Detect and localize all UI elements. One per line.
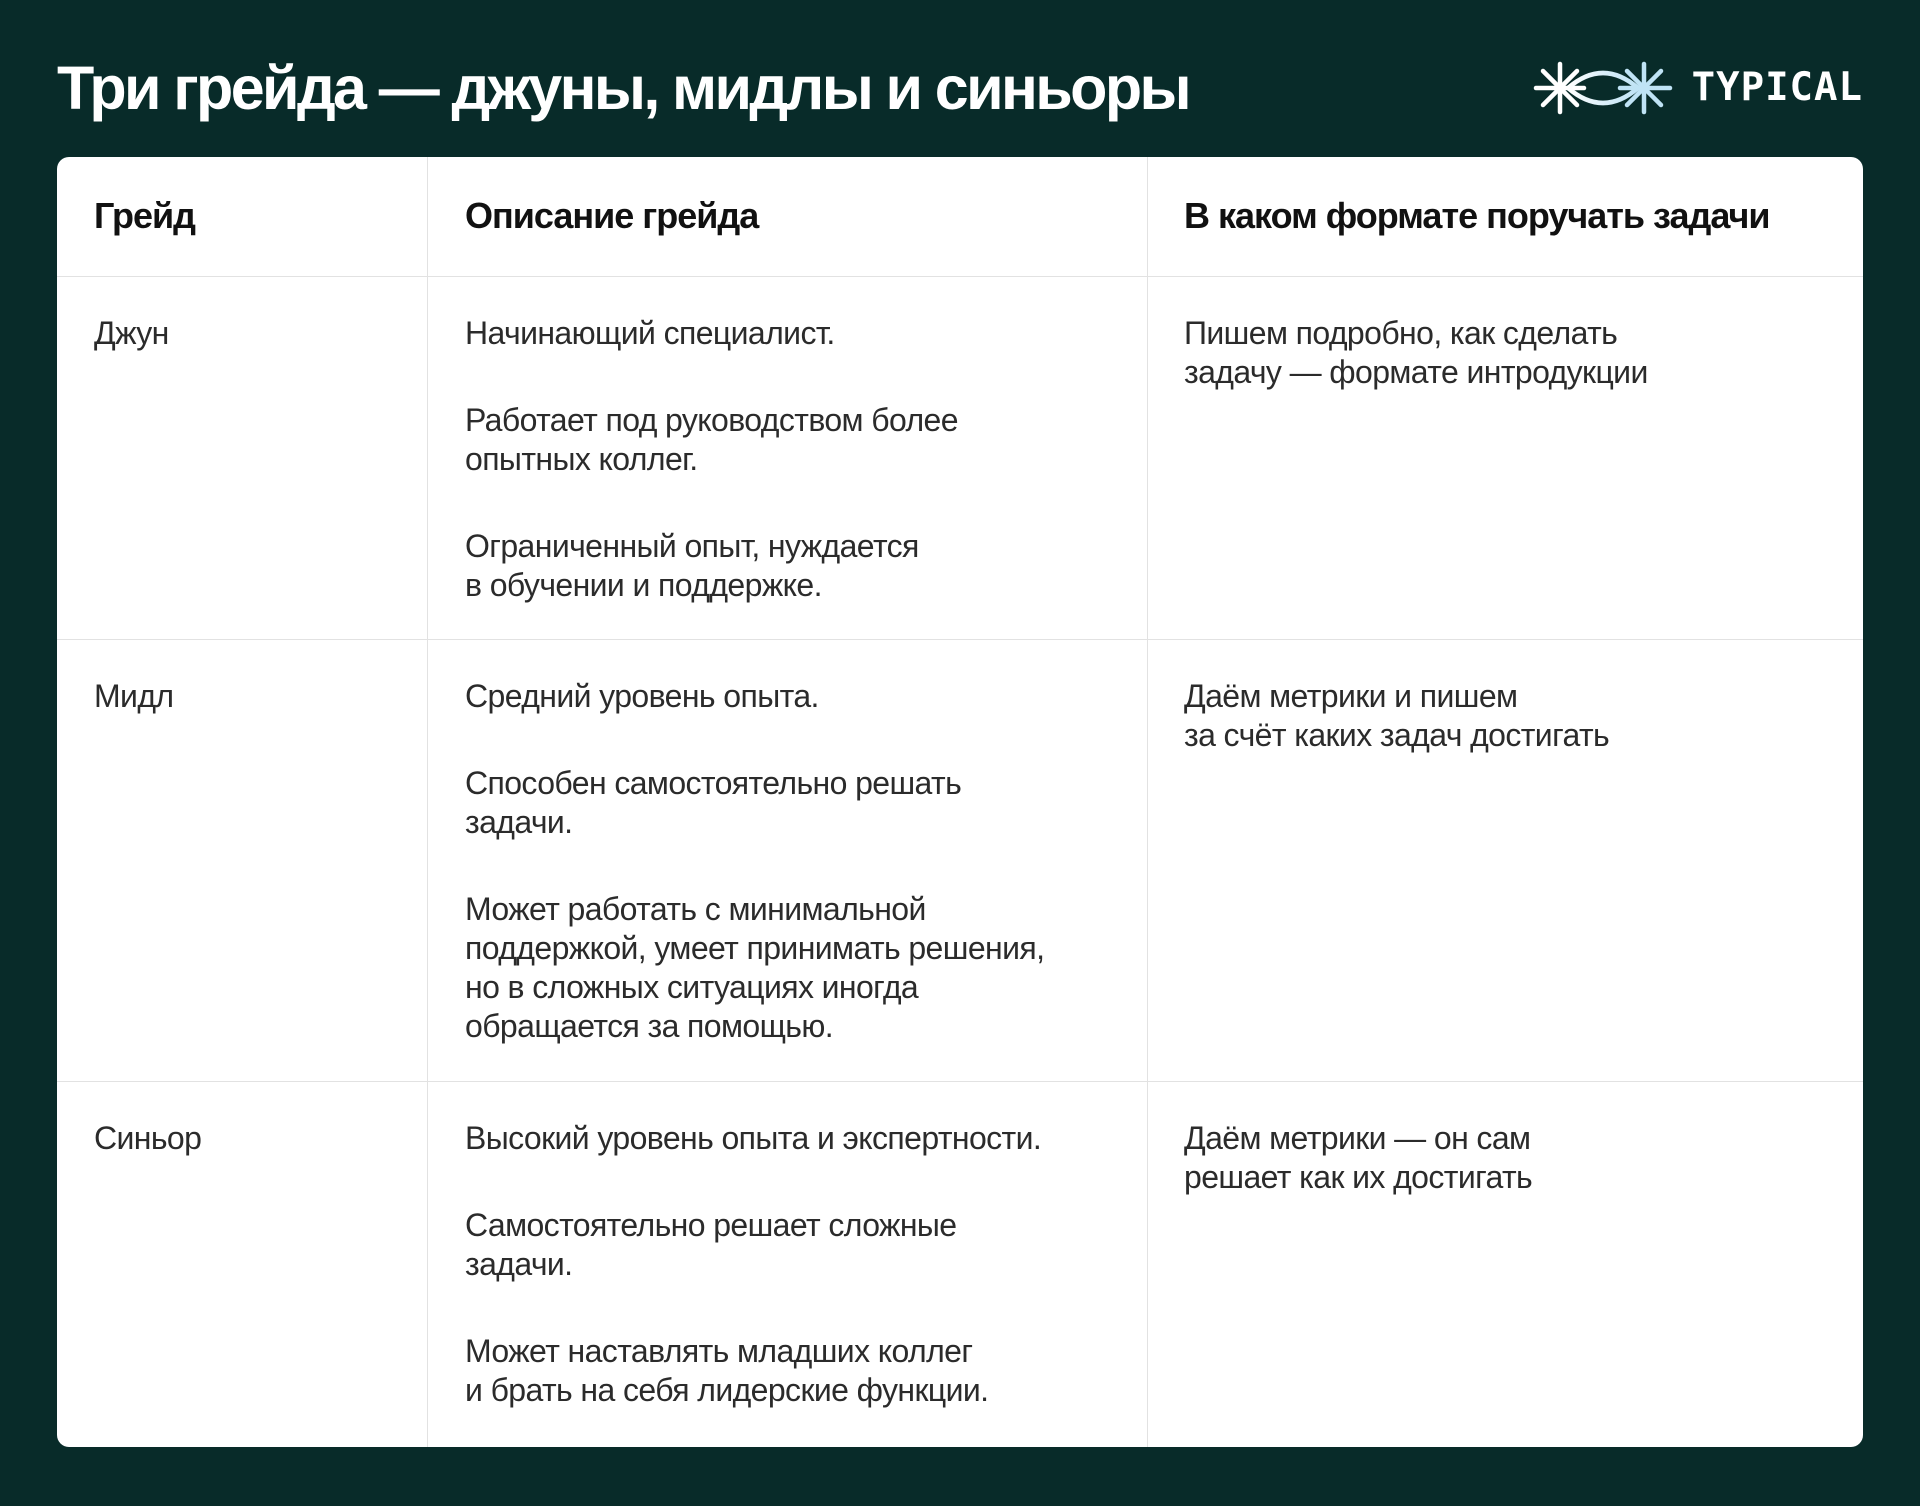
- table-header-row: [57, 157, 1863, 276]
- format-cell: Даём метрики и пишем за счёт каких задач достигать: [1147, 640, 1863, 1082]
- column-header-grade: Грейд: [94, 195, 196, 236]
- grade-cell: Синьор: [94, 1120, 202, 1156]
- description-cell: [427, 277, 1147, 640]
- brand-logo: [1530, 56, 1863, 120]
- table-row-middle: [57, 639, 1863, 1082]
- format-cell: Пишем подробно, как сделать задачу — формате интродукции: [1147, 277, 1863, 640]
- table-row-senior: [57, 1081, 1863, 1447]
- grades-table: [57, 157, 1863, 1447]
- typical-logo-icon: [1530, 56, 1676, 120]
- description-paragraph: Высокий уровень опыта и экспертности.: [465, 1120, 1042, 1156]
- description-paragraph: Ограниченный опыт, нуждается в обучении и поддержке.: [465, 528, 919, 603]
- format-cell: Даём метрики — он сам решает как их достигать: [1147, 1082, 1863, 1447]
- description-paragraph: Может работать с минимальной поддержкой, умеет принимать решения, но в сложных ситуациях иногда обращается за помощью.: [465, 891, 1045, 1044]
- description-paragraph: Средний уровень опыта.: [465, 678, 819, 714]
- description-paragraph: Самостоятельно решает сложные задачи.: [465, 1207, 957, 1282]
- column-header-format: В каком формате поручать задачи: [1147, 157, 1863, 276]
- page-title: Три грейда — джуны, мидлы и синьоры: [57, 54, 1189, 122]
- column-header-description: Описание грейда: [427, 157, 1147, 276]
- header: [57, 48, 1863, 128]
- description-paragraph: Может наставлять младших коллег и брать на себя лидерские функции.: [465, 1333, 989, 1408]
- table-row-junior: [57, 276, 1863, 640]
- description-paragraph: Работает под руководством более опытных коллег.: [465, 402, 958, 477]
- description-paragraph: Способен самостоятельно решать задачи.: [465, 765, 962, 840]
- grade-cell: Джун: [94, 315, 169, 351]
- brand-name: TYPICAL: [1691, 65, 1863, 110]
- description-paragraph: Начинающий специалист.: [465, 315, 835, 351]
- description-cell: [427, 640, 1147, 1082]
- description-cell: [427, 1082, 1147, 1447]
- grade-cell: Мидл: [94, 678, 174, 714]
